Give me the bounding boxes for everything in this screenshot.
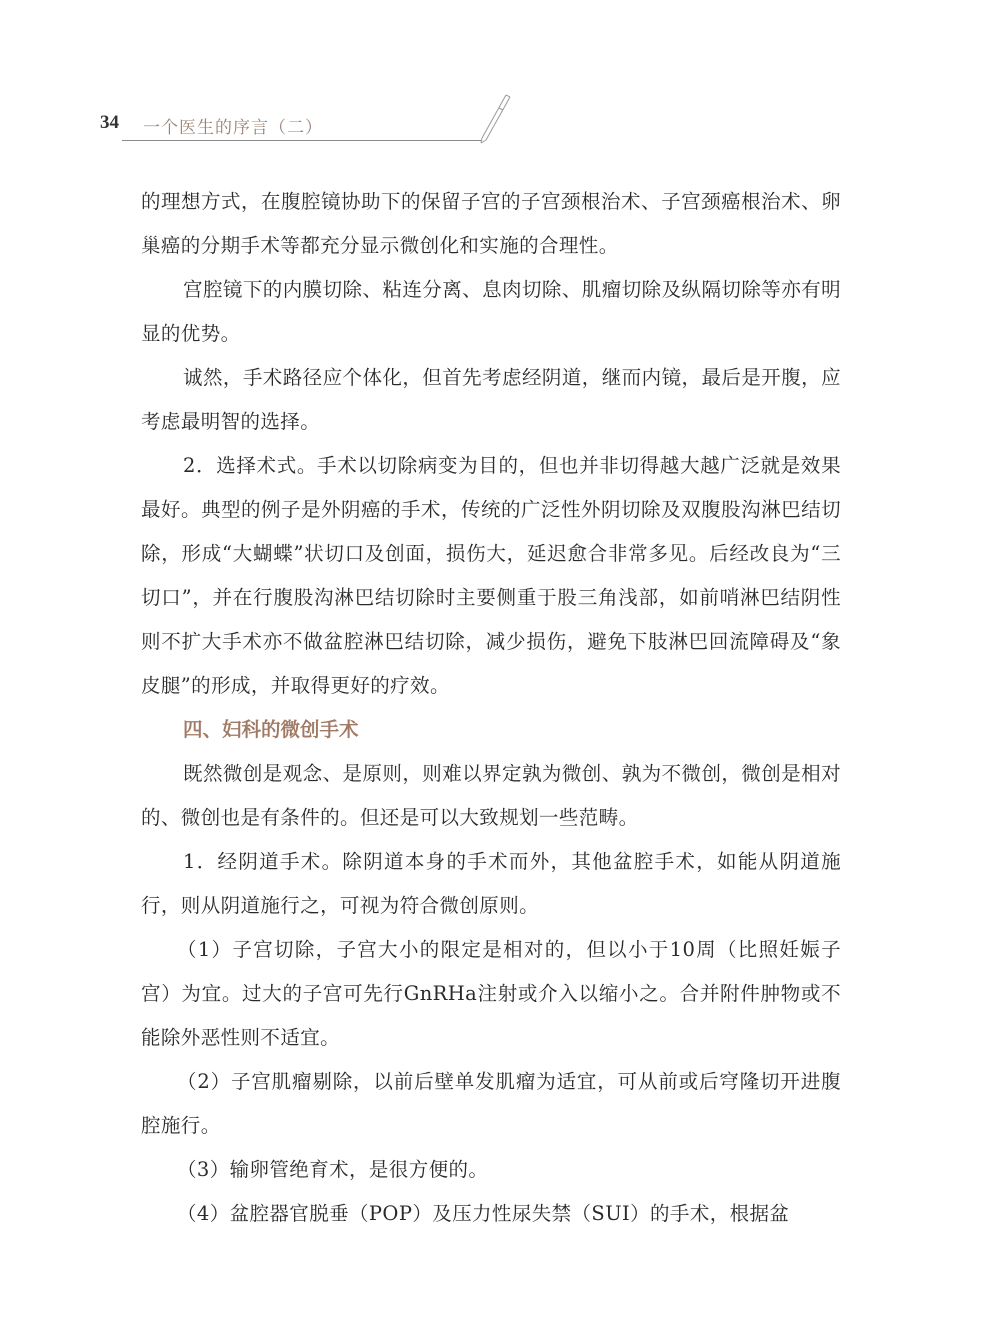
pen-icon xyxy=(470,92,514,144)
running-title: 一个医生的序言（二） xyxy=(143,118,323,138)
paragraph-4: 2．选择术式。手术以切除病变为目的，但也并非切得越大越广泛就是效果最好。典型的例子是外阴癌的手术，传统的广泛性外阴切除及双腹股沟淋巴结切除，形成“大蝴蝶”状切口及创面，损伤大，延迟愈合非常多见。后经改良为“三切口”，并在行腹股沟淋巴结切除时主要侧重于股三角浅部，如前哨淋巴结阴性则不扩大手术亦不做盆腔淋巴结切除，减少损伤，避免下肢淋巴回流障碍及“象皮腿”的形成，并取得更好的疗效。 xyxy=(141,454,841,697)
paragraph-1: 的理想方式，在腹腔镜协助下的保留子宫的子宫颈根治术、子宫颈癌根治术、卵巢癌的分期手术等都充分显示微创化和实施的合理性。 xyxy=(141,190,841,257)
paragraph-5: 既然微创是观念、是原则，则难以界定孰为微创、孰为不微创，微创是相对的、微创也是有条件的。但还是可以大致规划一些范畴。 xyxy=(141,762,841,829)
section-heading: 四、妇科的微创手术 xyxy=(183,718,359,741)
paragraph-10: （4）盆腔器官脱垂（POP）及压力性尿失禁（SUI）的手术，根据盆 xyxy=(177,1202,790,1225)
paragraph-7: （1）子宫切除，子宫大小的限定是相对的，但以小于10周（比照妊娠子宫）为宜。过大的子宫可先行GnRHa注射或介入以缩小之。合并附件肿物或不能除外恶性则不适宜。 xyxy=(141,938,841,1049)
paragraph-9: （3）输卵管绝育术，是很方便的。 xyxy=(177,1158,489,1181)
paragraph-6: 1．经阴道手术。除阴道本身的手术而外，其他盆腔手术，如能从阴道施行，则从阴道施行之，可视为符合微创原则。 xyxy=(141,850,841,917)
body-text xyxy=(141,180,841,1236)
page-number: 34 xyxy=(100,112,119,133)
header-rule xyxy=(122,140,482,141)
paragraph-2: 宫腔镜下的内膜切除、粘连分离、息肉切除、肌瘤切除及纵隔切除等亦有明显的优势。 xyxy=(141,278,841,345)
page-header xyxy=(0,0,998,160)
paragraph-3: 诚然，手术路径应个体化，但首先考虑经阴道，继而内镜，最后是开腹，应考虑最明智的选择。 xyxy=(141,366,841,433)
paragraph-8: （2）子宫肌瘤剔除，以前后壁单发肌瘤为适宜，可从前或后穹隆切开进腹腔施行。 xyxy=(141,1070,841,1137)
